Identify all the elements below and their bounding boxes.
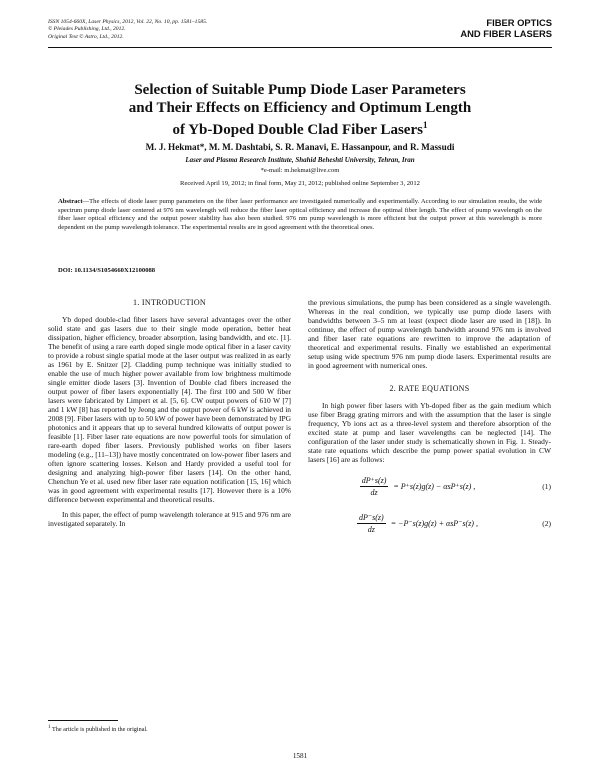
original-text-line: Original Text © Astro, Ltd., 2012.	[48, 33, 124, 40]
section-heading-introduction: 1. INTRODUCTION	[133, 298, 206, 307]
equation-1-denominator: dz	[370, 487, 378, 497]
doi: DOI: 10.1134/S1054660X12100088	[58, 267, 156, 274]
section-header-line-1: FIBER OPTICS	[486, 17, 552, 28]
section-header	[460, 17, 552, 39]
intro-paragraph-1: Yb doped double-clad fiber lasers have several advantages over the other solid state and gas lasers due to their single mode operation, better heat dissipation, higher efficiency, broader absorption, lasing bandwidth, and etc. [1]. The benefit of using a rare earth doped single mode optical fiber in a laser cavity to provide a robust single spatial mode at the laser output was realized in as early as 1961 by E. Snitzer [2]. Cladding pump technique was initially studied to enable the use of much higher power available from low brightness multimode single emitter diode lasers [3]. Invention of Double clad fibers increased the output power of fiber lasers exponentially [4]. The first 100 and 500 W fiber lasers were fabricated by Limpert et al. [5, 6]. CW output powers of 610 W [7] and 1 kW [8] has reported by Jeong and the output power of 6 kW is achieved in 2008 [9]. Fiber lasers with up to 50 kW of power have been demonstrated by IPG photonics and it appears that up to several hundred kilowatts of output power is feasible [1]. Fiber laser rate equations are now powerful tools for simulation of rare-earth doped fiber lasers. Previously published works on fiber lasers modeling (e.g., [11–13]) have mostly concentrated on low-power fiber lasers and often ignore scattering losses. Kelson and Hardy provided a useful tool for designing and analyzing high-power fiber lasers [14]. On the other hand, Chenchun Ye et al. used new fiber laser rate equation notification [15, 16] which was in good agreement with experimental results [17]. However there is a 10% difference between experimental and theoretical results.	[48, 315, 291, 504]
page-number: 1581	[292, 752, 308, 760]
section-heading-rate-equations: 2. RATE EQUATIONS	[389, 384, 470, 393]
contact-email: *e-mail: m.hekmat@live.com	[260, 167, 340, 174]
journal-line: ISSN 1054-660X, Laser Physics, 2012, Vol. 22, No. 10, pp. 1581–1585.	[48, 19, 208, 25]
equation-1-number: (1)	[542, 481, 551, 491]
right-column	[308, 298, 551, 545]
affiliation: Laser and Plasma Research Institute, Shahid Beheshti University, Tehran, Iran	[185, 156, 415, 164]
rate-equations-paragraph: In high power fiber lasers with Yb-doped fiber as the gain medium which use fiber Bragg grating mirrors and with the assumption that the laser is single frequency, Yb ions act as a three-level system and therefore absorption of the excited state at pump and laser wavelengths can be neglected [14]. The configuration of the laser under study is schematically shown in Fig. 1. Steady-state rate equations which describe the pump power spatial evolution in CW lasers [16] are as follows:	[308, 401, 551, 464]
intro-continuation-paragraph: the previous simulations, the pump has been considered as a single wavelength. Whereas in the real condition, we typically use pump diode lasers with bandwidths between 3–5 nm at least (expect diode laser are used in [18]). In continue, the effect of pump wavelength bandwidth around 976 nm is involved and fiber laser rate equations are rewritten to improve the adaptation of theoretical and experimental results. Finally we established an experimental setup using wide spectrum 976 nm pump diode lasers. Experimental results are in good agreement with numerical ones.	[308, 298, 551, 370]
title-line-3: of Yb-Doped Double Clad Fiber Lasers	[172, 122, 423, 138]
equation-2-denominator: dz	[367, 524, 375, 534]
author-list: M. J. Hekmat*, M. M. Dashtabi, S. R. Manavi, E. Hassanpour, and R. Massudi	[145, 142, 455, 152]
equation-1	[308, 471, 551, 501]
footnote-text: The article is published in the original.	[52, 726, 148, 734]
abstract	[58, 198, 542, 232]
publication-dates: Received April 19, 2012; in final form, May 21, 2012; published online September 3, 2012	[180, 180, 420, 187]
header-rule	[48, 47, 552, 48]
equation-2-numerator: dP⁻s(z)	[359, 512, 384, 522]
abstract-label: Abstract	[58, 198, 83, 205]
journal-header	[48, 19, 207, 41]
section-header-line-2: AND FIBER LASERS	[460, 28, 552, 39]
title-line-1: Selection of Suitable Pump Diode Laser Parameters	[134, 82, 466, 98]
equation-2-number: (2)	[542, 518, 551, 528]
abstract-text: —The effects of diode laser pump parameters on the fiber laser performance are investigated numerically and experimentally. According to our simulation results, the wide spectrum pump diode laser centered at 976 nm wavelength will reduce the fiber laser optical efficiency and increase the optimal fiber length. The effect of pump wavelength on the fiber laser optical efficiency and the output power stability has also been studied. 976 nm pump wavelength is more efficient but the output power at this wavelength is more dependent on the pump wavelength tolerance. The experimental results are in good agreement with the theoretical ones.	[58, 198, 542, 231]
equation-2	[308, 508, 551, 538]
equation-1-rhs: = P⁺s(z)g(z) − αsP⁺s(z) ,	[393, 481, 476, 491]
left-column	[48, 298, 291, 528]
equation-2-rhs: = −P⁻s(z)g(z) + αsP⁻s(z) ,	[390, 518, 478, 528]
title-footnote-mark: 1	[422, 120, 428, 130]
footnote-mark: 1	[48, 724, 51, 730]
copyright-line: © Pleiades Publishing, Ltd., 2012.	[48, 26, 126, 33]
equation-1-numerator: dP⁺s(z)	[361, 475, 387, 485]
paper-title	[60, 82, 540, 140]
footnote-rule	[48, 720, 118, 721]
title-line-2: and Their Effects on Efficiency and Optimum Length	[128, 99, 472, 116]
intro-paragraph-2: In this paper, the effect of pump wavelength tolerance at 915 and 976 nm are investigated separately. In	[48, 510, 291, 528]
footnote	[48, 724, 148, 733]
